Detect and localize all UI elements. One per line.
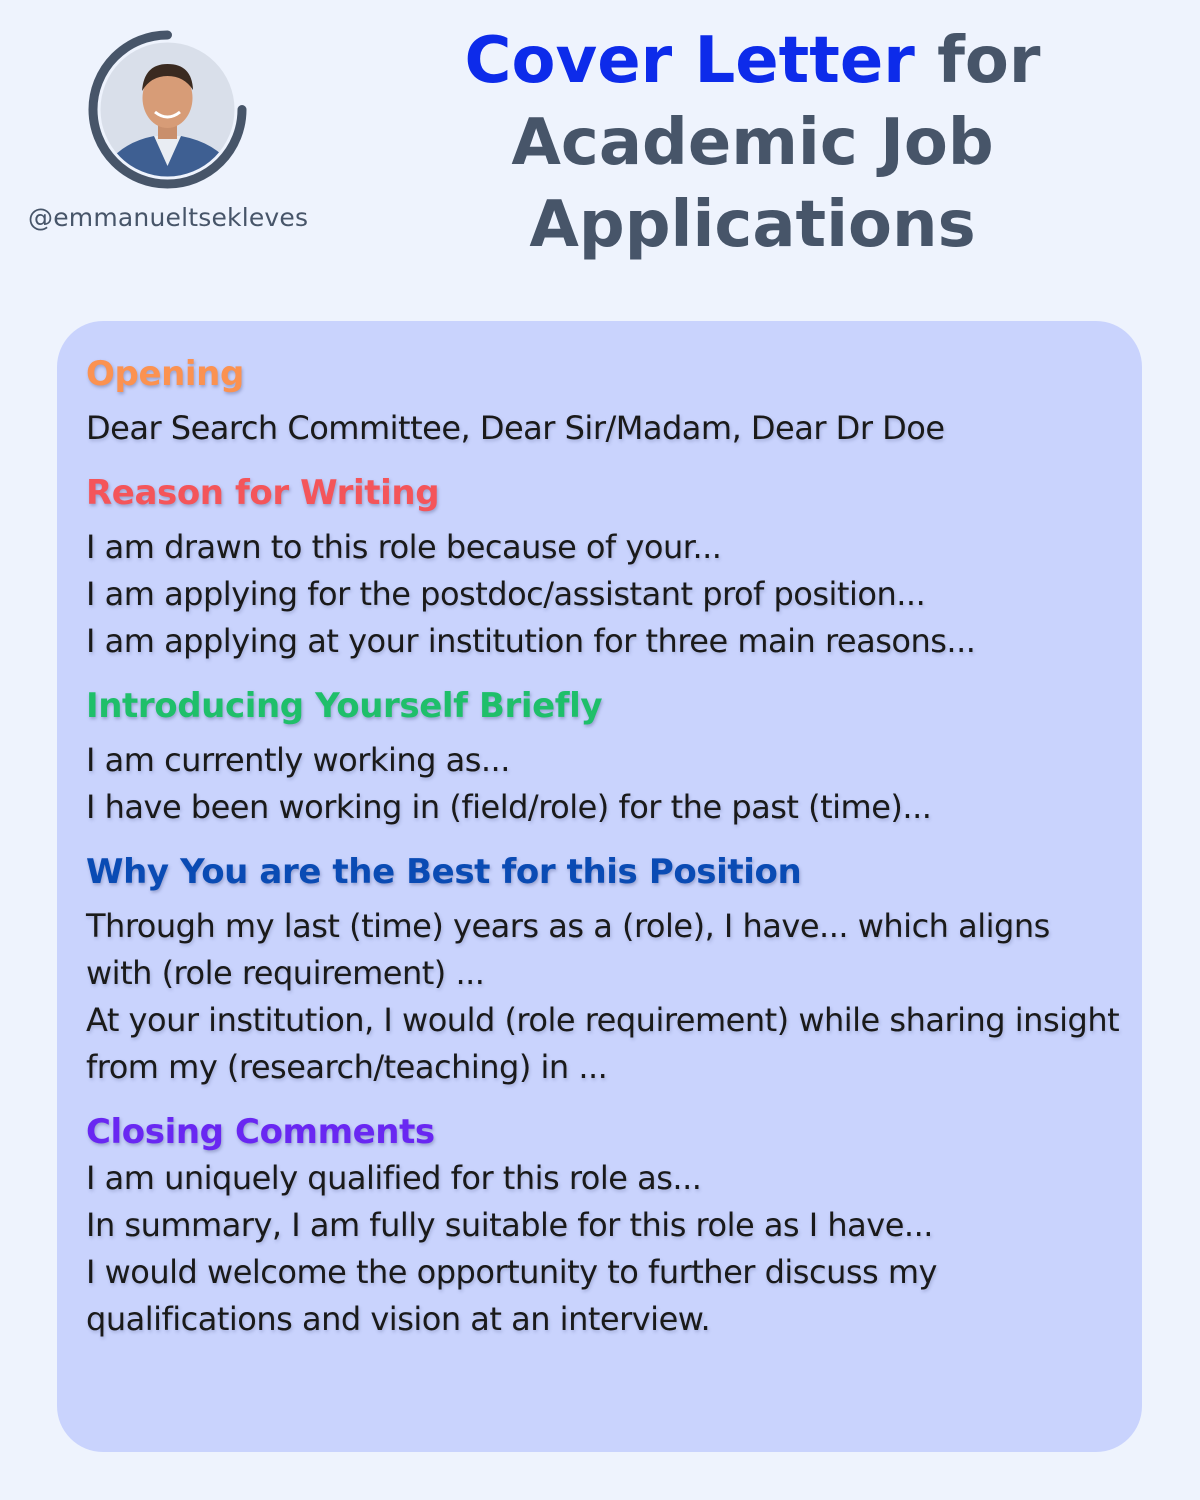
section-reason-for-writing bbox=[86, 470, 1122, 665]
section-heading: Reason for Writing bbox=[86, 473, 440, 513]
profile-handle: @emmanueltsekleves bbox=[28, 203, 309, 232]
section-line: In summary, I am fully suitable for this role as I have... bbox=[86, 1206, 933, 1244]
section-line: I am drawn to this role because of your... bbox=[86, 528, 722, 566]
section-line: I am currently working as... bbox=[86, 741, 510, 779]
title-rest: for Academic Job Applications bbox=[511, 24, 1041, 262]
section-line: At your institution, I would (role requirement) while sharing insight from my (research/teaching) in ... bbox=[86, 1001, 1120, 1086]
profile-avatar bbox=[84, 26, 251, 193]
section-line: I am uniquely qualified for this role as... bbox=[86, 1159, 702, 1197]
section-line: Through my last (time) years as a (role), I have... which aligns with (role requirement) ... bbox=[86, 907, 1050, 992]
section-heading: Introducing Yourself Briefly bbox=[86, 686, 603, 726]
section-closing-comments bbox=[86, 1109, 1122, 1343]
section-line: I am applying for the postdoc/assistant prof position... bbox=[86, 575, 926, 613]
avatar-photo-icon bbox=[84, 26, 251, 193]
section-heading: Closing Comments bbox=[86, 1112, 435, 1152]
title-accent: Cover Letter bbox=[464, 24, 915, 98]
section-line: I have been working in (field/role) for the past (time)... bbox=[86, 788, 932, 826]
content-card bbox=[57, 321, 1142, 1452]
section-introducing-yourself bbox=[86, 683, 1122, 831]
page-title bbox=[370, 20, 1135, 266]
section-why-best bbox=[86, 849, 1122, 1091]
section-line: Dear Search Committee, Dear Sir/Madam, Dear Dr Doe bbox=[86, 409, 945, 447]
section-heading: Why You are the Best for this Position bbox=[86, 852, 802, 892]
section-opening bbox=[86, 351, 1122, 452]
section-line: I would welcome the opportunity to further discuss my qualifications and vision at an interview. bbox=[86, 1253, 937, 1338]
section-heading: Opening bbox=[86, 354, 244, 394]
section-line: I am applying at your institution for three main reasons... bbox=[86, 622, 976, 660]
